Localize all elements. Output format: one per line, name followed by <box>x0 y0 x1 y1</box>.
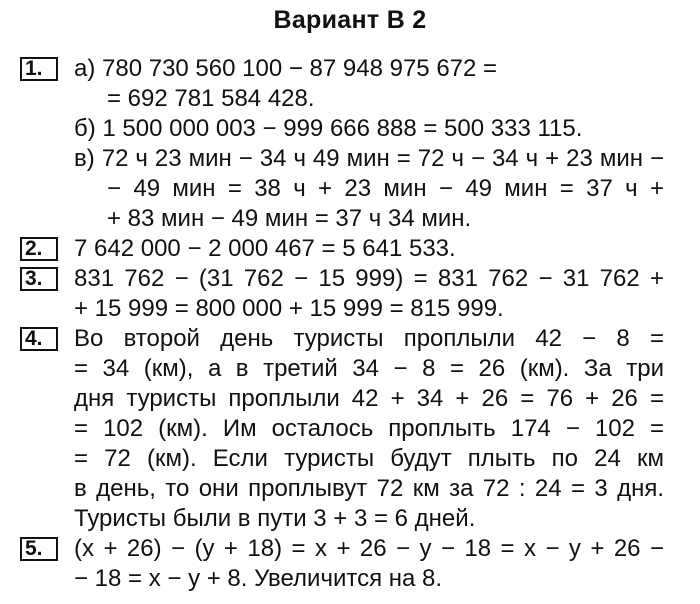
page-title: Вариант В 2 <box>273 6 427 34</box>
problem-1-line-4: в) 72 ч 23 мин − 34 ч 49 мин = 72 ч − 34 ч + 23 мин − <box>74 145 664 172</box>
problem-4-line-6: в день, то они проплывут 72 км за 72 : 24 = 3 дня. <box>74 475 664 502</box>
problem-1-line-6: + 83 мин − 49 мин = 37 ч 34 мин. <box>107 205 472 232</box>
problem-1-line-5: − 49 мин = 38 ч + 23 мин − 49 мин = 37 ч + <box>107 175 664 202</box>
problem-1-line-3: б) 1 500 000 003 − 999 666 888 = 500 333 115. <box>74 115 583 142</box>
problem-number-2: 2. <box>20 237 58 261</box>
problem-3-line-1: 831 762 − (31 762 − 15 999) = 831 762 − 31 762 + <box>74 265 664 292</box>
problem-4-line-3: дня туристы проплыли 42 + 34 + 26 = 76 + 26 = <box>74 385 664 412</box>
problem-number-5: 5. <box>20 537 58 561</box>
problem-3-line-2: + 15 999 = 800 000 + 15 999 = 815 999. <box>74 295 504 322</box>
problem-number-1: 1. <box>20 57 58 81</box>
problem-4-line-5: = 72 (км). Если туристы будут плыть по 24 км <box>74 445 664 472</box>
problem-4-line-1: Во второй день туристы проплыли 42 − 8 = <box>74 325 664 352</box>
problem-2-line-1: 7 642 000 − 2 000 467 = 5 641 533. <box>74 235 456 262</box>
problem-1-line-2: = 692 781 584 428. <box>107 85 315 112</box>
problem-number-3: 3. <box>20 267 58 291</box>
problem-4-line-4: = 102 (км). Им осталось проплыть 174 − 102 = <box>74 415 664 442</box>
problem-5-line-1: (x + 26) − (y + 18) = x + 26 − y − 18 = x − y + 26 − <box>74 535 664 562</box>
problem-4-line-2: = 34 (км), а в третий 34 − 8 = 26 (км). За три <box>74 355 664 382</box>
problem-number-4: 4. <box>20 327 58 351</box>
problem-4-line-7: Туристы были в пути 3 + 3 = 6 дней. <box>74 505 476 532</box>
problem-5-line-2: − 18 = x − y + 8. Увеличится на 8. <box>74 565 443 592</box>
problem-1-line-1: а) 780 730 560 100 − 87 948 975 672 = <box>74 55 498 82</box>
